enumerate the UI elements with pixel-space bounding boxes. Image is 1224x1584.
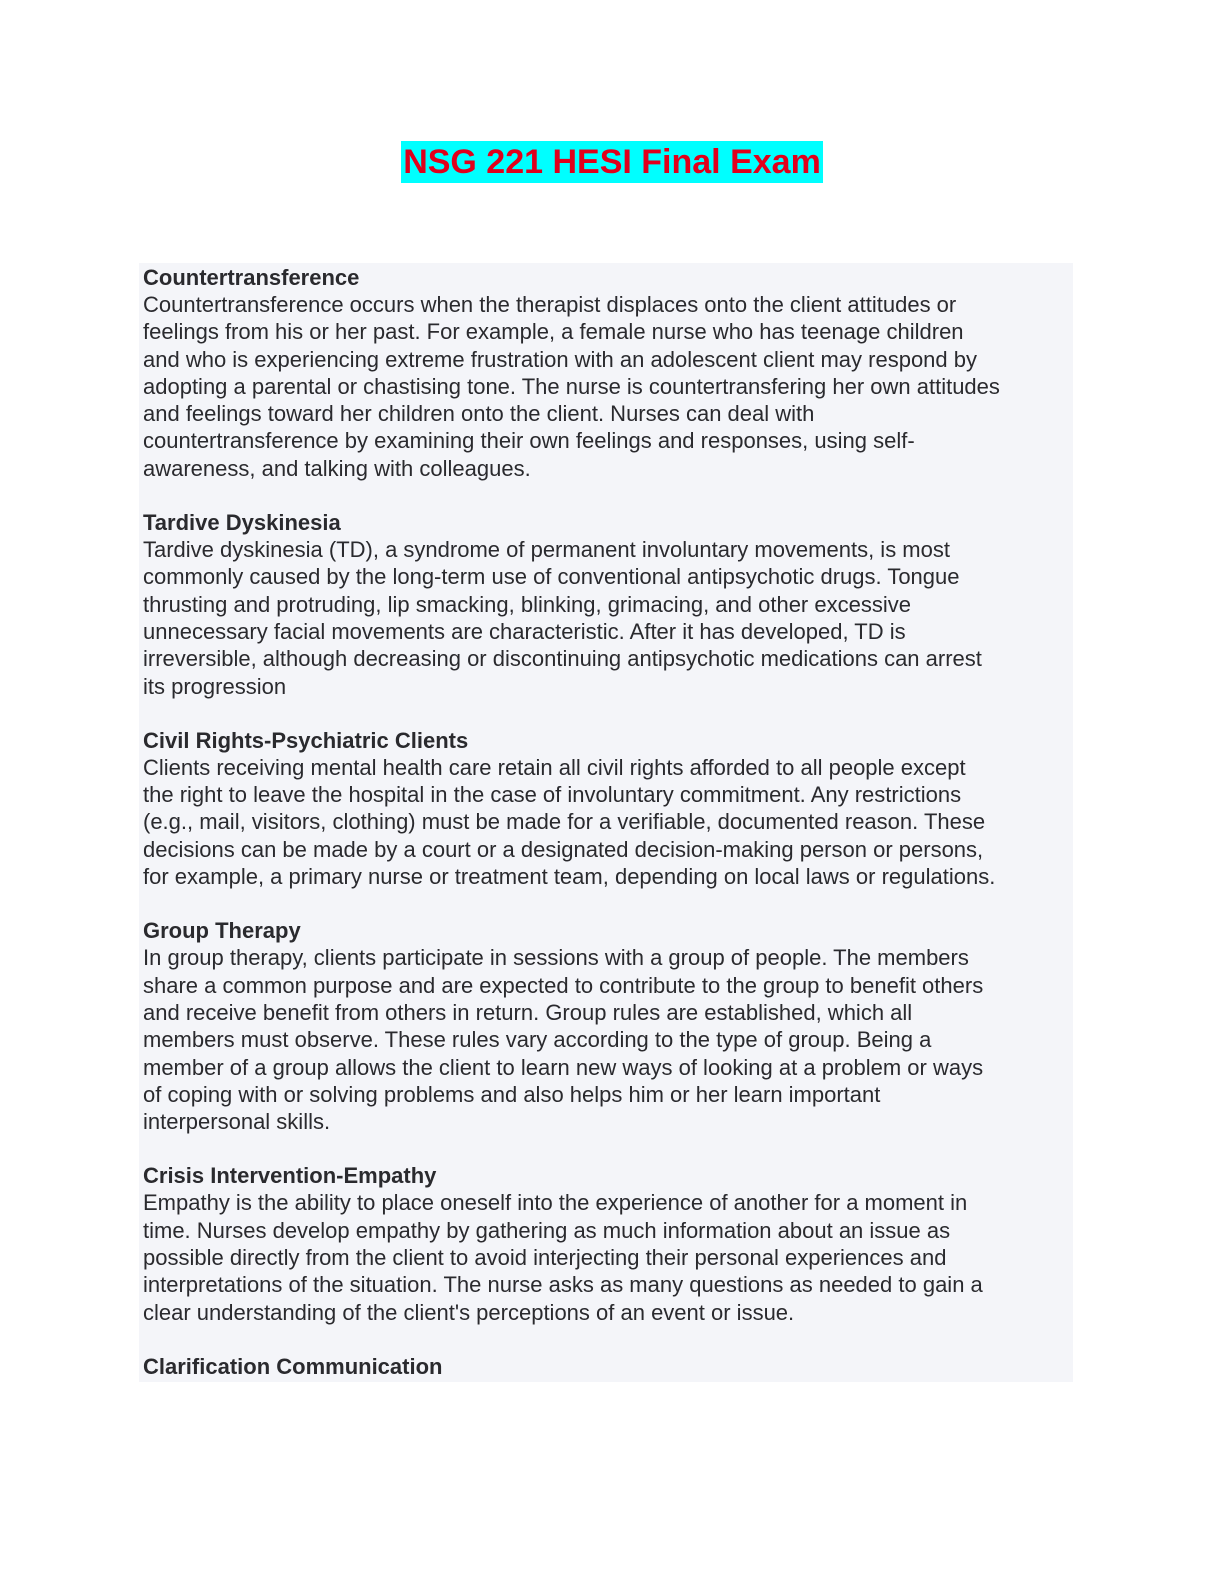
section-body: Clients receiving mental health care retain all civil rights afforded to all people except the right to leave the hospital in the case of involuntary commitment. Any restrictions (e.g., mail, visitors, clothing) must be made for a verifiable, documented reason. These decisions can be made by a court or a designated decision-making person or persons, for example, a primary nurse or treatment team, depending on local laws or regulations. [143,754,996,890]
section-tardive-dyskinesia [143,509,1073,700]
section-body: Countertransference occurs when the therapist displaces onto the client attitudes or feelings from his or her past. For example, a female nurse who has teenage children and who is experiencing extreme frustration with an adolescent client may respond by adopting a parental or chastising tone. The nurse is countertransfering her own attitudes and feelings toward her children onto the client. Nurses can deal with countertransference by examining their own feelings and responses, using self- awareness, and talking with colleagues. [143,292,1000,481]
section-clarification-communication [143,1353,1073,1380]
section-civil-rights [143,727,1073,890]
page-title: NSG 221 HESI Final Exam [403,143,821,181]
section-heading: Clarification Communication [143,1353,443,1379]
section-heading: Tardive Dyskinesia [143,510,341,536]
section-heading: Civil Rights-Psychiatric Clients [143,727,469,753]
section-heading: Group Therapy [143,918,301,944]
section-heading: Countertransference [143,265,360,290]
section-heading: Crisis Intervention-Empathy [143,1163,437,1189]
section-crisis-intervention [143,1162,1073,1325]
section-group-therapy [143,917,1073,1135]
content-area [139,263,1073,1382]
section-body: Tardive dyskinesia (TD), a syndrome of permanent involuntary movements, is most commonly caused by the long-term use of conventional antipsychotic drugs. Tongue thrusting and protruding, lip smacking, blinking, grimacing, and other excessive unnecessary facial movements are characteristic. After it has developed, TD is irreversible, although decreasing or discontinuing antipsychotic medications can arrest its progression [143,537,982,699]
page-title-container [0,141,1224,183]
section-body: In group therapy, clients participate in sessions with a group of people. The members share a common purpose and are expected to contribute to the group to benefit others and receive benefit from others in return. Group rules are established, which all members must observe. These rules vary according to the type of group. Being a member of a group allows the client to learn new ways of looking at a problem or ways of coping with or solving problems and also helps him or her learn important interpersonal skills. [143,945,984,1135]
section-body: Empathy is the ability to place oneself into the experience of another for a moment in time. Nurses develop empathy by gathering as much information about an issue as possible directly from the client to avoid interjecting their personal experiences and interpretations of the situation. The nurse asks as many questions as needed to gain a clear understanding of the client's perceptions of an event or issue. [143,1190,983,1325]
section-countertransference [143,264,1073,482]
